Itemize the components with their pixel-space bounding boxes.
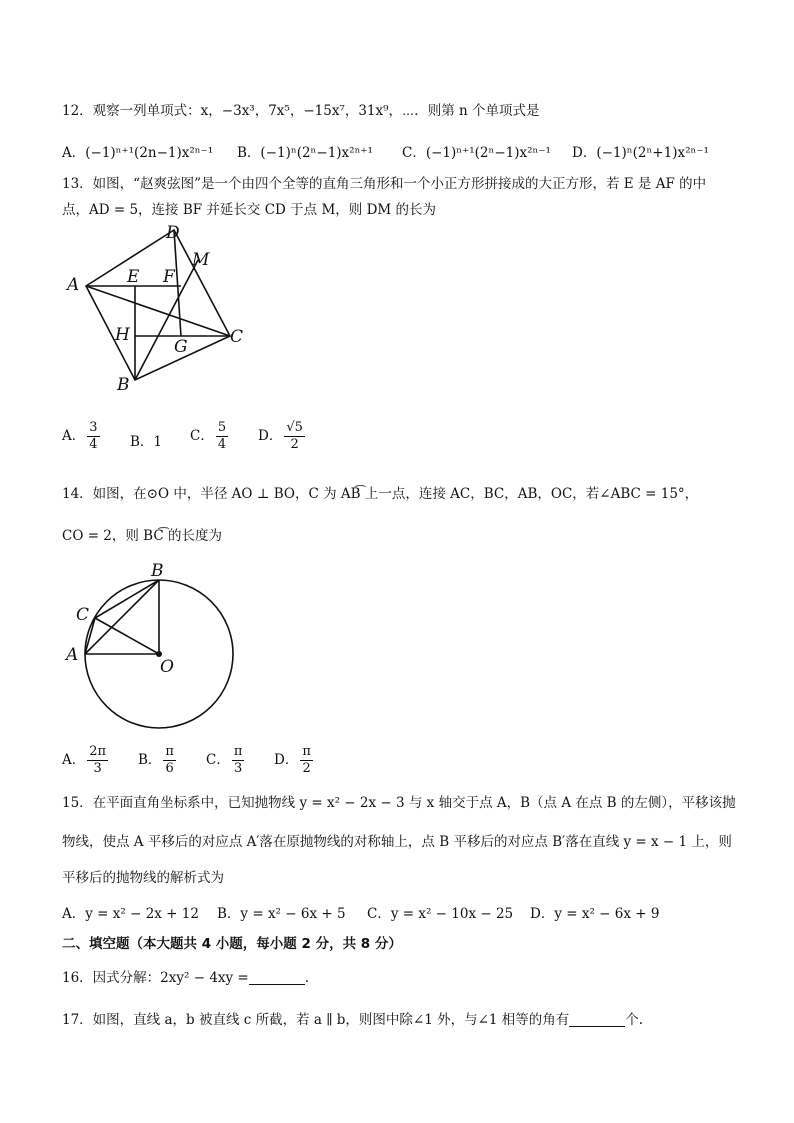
q13-line-dg	[174, 230, 181, 336]
q14-label-c: C	[76, 605, 90, 625]
q13-figure	[62, 220, 252, 400]
q12-option-a: A．(−1)ⁿ⁺¹(2n−1)x²ⁿ⁻¹	[62, 145, 214, 161]
q14-figure	[62, 558, 252, 736]
q17-answer-blank[interactable]	[569, 1012, 625, 1027]
q14-option-b: B． $\frac{\pi}{6}$	[138, 744, 174, 776]
q13-option-a: A． $\frac{3}{4}$	[62, 420, 98, 452]
q12-option-b: B．(−1)ⁿ(2ⁿ−1)x²ⁿ⁺¹	[237, 145, 373, 161]
q17-stem: 17．如图，直线 a，b 被直线 c 所截，若 a ∥ b，则图中除∠1 外，与∠1 相等的角有 个.	[62, 1012, 644, 1028]
q13-label-d: D	[166, 223, 180, 243]
q14-stem-line2: CO = 2，则 BC͡ 的长度为	[62, 528, 222, 544]
q15-stem-line3: 平移后的抛物线的解析式为	[62, 870, 224, 886]
q13-label-a: A	[67, 275, 80, 295]
q14-option-d: D． $\frac{\pi}{2}$	[274, 744, 311, 776]
q13-option-d: D． $\frac{√5}{2}$	[258, 420, 303, 452]
q14-option-a: A． $\frac{2\pi}{3}$	[62, 744, 107, 776]
q13-label-f: F	[163, 267, 175, 287]
q13-option-b: B．1	[130, 434, 163, 450]
q14-segment-oc	[95, 618, 159, 654]
q15-stem-line2: 物线，使点 A 平移后的对应点 A′落在原抛物线的对称轴上，点 B 平移后的对应点 B′落在直线 y = x − 1 上，则	[62, 834, 732, 850]
q13-stem-line1: 13．如图，“赵爽弦图”是一个由四个全等的直角三角形和一个小正方形拼接成的大正方形，若 E 是 AF 的中	[62, 176, 707, 192]
q13-label-g: G	[174, 337, 188, 357]
q13-label-b: B	[117, 375, 130, 395]
q12-option-d: D．(−1)ⁿ(2ⁿ+1)x²ⁿ⁻¹	[572, 145, 709, 161]
q16-answer-blank[interactable]	[249, 970, 305, 985]
q15-option-a: A．y = x² − 2x + 12	[62, 906, 199, 922]
q15-option-c: C．y = x² − 10x − 25	[367, 906, 514, 922]
q14-stem-line1: 14．如图，在⊙O 中，半径 AO ⊥ BO，C 为 AB͡ 上一点，连接 AC，BC，AB，OC，若∠ABC = 15°，	[62, 486, 699, 502]
q13-label-h: H	[115, 325, 130, 345]
q13-option-c: C． $\frac{5}{4}$	[190, 420, 227, 452]
q16-stem: 16．因式分解：2xy² − 4xy = .	[62, 970, 310, 986]
q13-label-c: C	[230, 327, 244, 347]
q15-stem-line1: 15．在平面直角坐标系中，已知抛物线 y = x² − 2x − 3 与 x 轴交于点 A，B（点 A 在点 B 的左侧），平移该抛	[62, 795, 736, 811]
q13-stem-line2: 点，AD = 5，连接 BF 并延长交 CD 于点 M，则 DM 的长为	[62, 202, 437, 218]
q13-label-e: E	[127, 267, 140, 287]
q15-option-b: B．y = x² − 6x + 5	[217, 906, 346, 922]
q14-label-b: B	[151, 561, 164, 581]
q12-option-c: C．(−1)ⁿ⁺¹(2ⁿ−1)x²ⁿ⁻¹	[402, 145, 551, 161]
q14-label-o: O	[160, 657, 174, 677]
q13-label-m: M	[192, 250, 210, 270]
section-heading: 二、填空题（本大题共 4 小题，每小题 2 分，共 8 分）	[62, 936, 402, 952]
q12-stem: 12．观察一列单项式：x，−3x³，7x⁵，−15x⁷，31x⁹，⋯．则第 n 个单项式是	[62, 103, 540, 119]
q14-label-a: A	[66, 645, 79, 665]
q15-option-d: D．y = x² − 6x + 9	[530, 906, 660, 922]
q14-option-c: C． $\frac{\pi}{3}$	[206, 744, 243, 776]
